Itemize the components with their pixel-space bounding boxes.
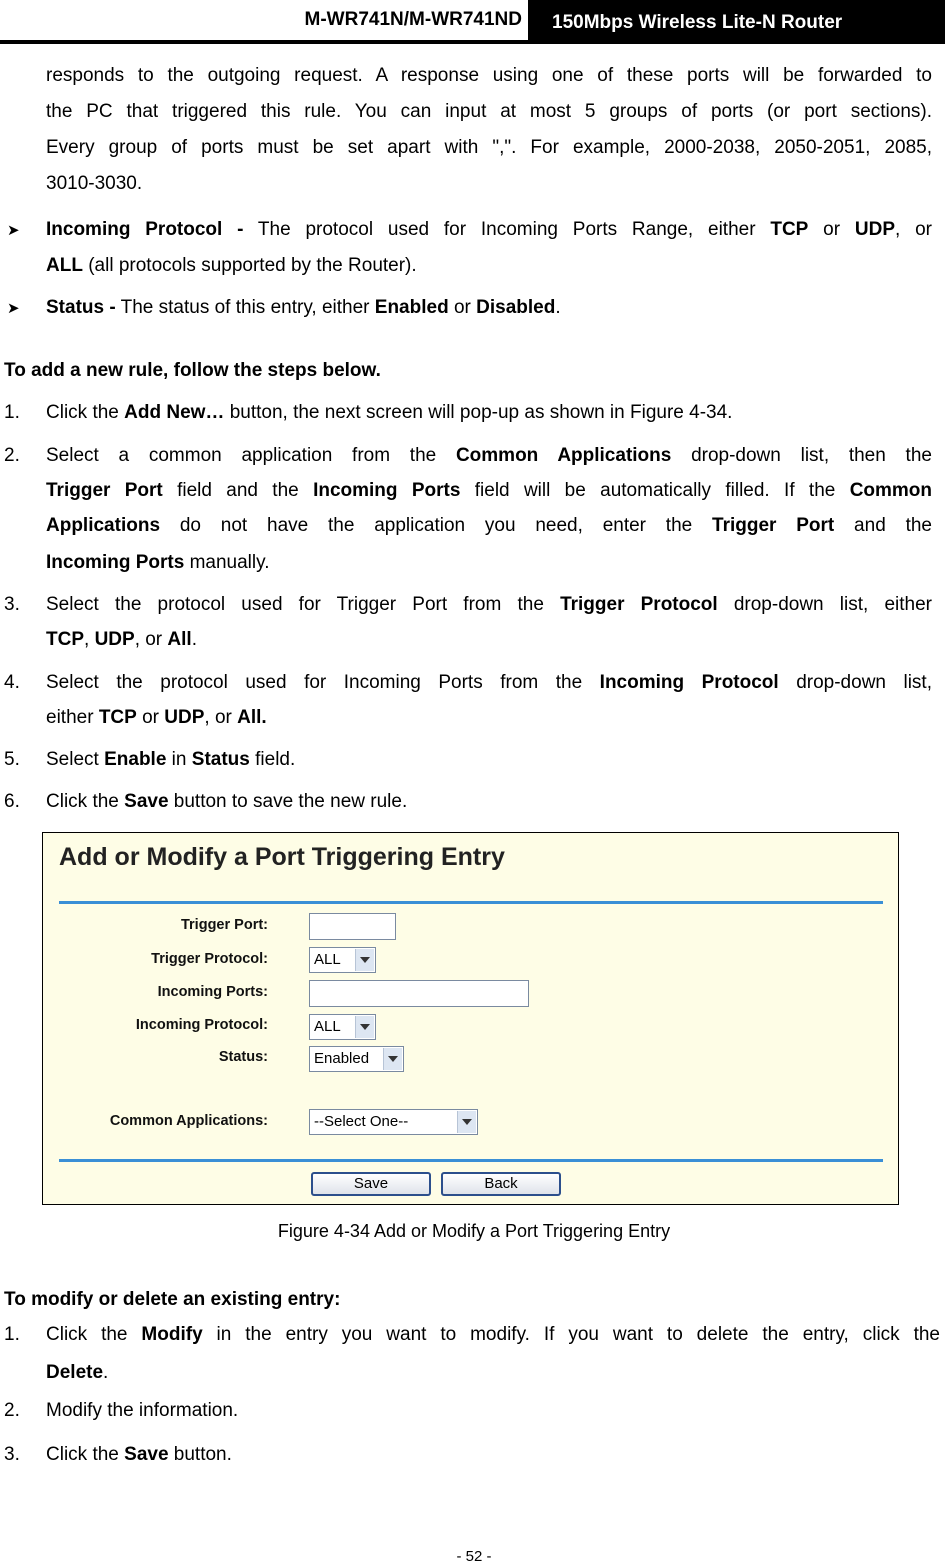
text: and the: [834, 515, 932, 536]
trigger-protocol-value: ALL: [314, 951, 341, 968]
form-title: Add or Modify a Port Triggering Entry: [59, 843, 505, 871]
term-trigger-port: Trigger Port: [46, 480, 163, 501]
common-applications-select[interactable]: [309, 1109, 478, 1135]
status-select[interactable]: [309, 1046, 404, 1072]
incoming-protocol-label: Incoming Protocol:: [135, 1017, 268, 1033]
modify-step-1-line-1: [46, 1317, 940, 1353]
text: Click the: [46, 402, 125, 423]
chevron-down-icon: [457, 1111, 476, 1133]
step-number: 3.: [4, 1444, 20, 1465]
term-enabled: Enabled: [374, 297, 449, 318]
text: , or: [134, 629, 168, 650]
term-common-applications: Common Applications: [455, 445, 672, 466]
modify-step-2: Modify the information.: [46, 1400, 239, 1421]
term-incoming-ports: Incoming Ports: [313, 480, 461, 501]
bullet-incoming-protocol: [46, 212, 932, 248]
text: The protocol used for Incoming Ports Range, either: [243, 219, 771, 240]
trigger-protocol-select[interactable]: [309, 947, 376, 973]
term-enable: Enable: [104, 749, 167, 770]
page-header: [0, 0, 948, 44]
text: .: [555, 297, 561, 318]
text: Select a common application from the: [46, 445, 456, 466]
back-button[interactable]: Back: [441, 1172, 561, 1196]
text: in: [166, 749, 192, 770]
term-applications: Applications: [46, 515, 161, 536]
bullet-status: [46, 290, 561, 326]
term-trigger-port: Trigger Port: [712, 515, 835, 536]
term-all: All: [167, 629, 192, 650]
term-save: Save: [124, 791, 169, 812]
status-label: Status:: [218, 1049, 268, 1065]
text: Select the protocol used for Trigger Port from the: [46, 594, 561, 615]
term-all: All.: [237, 707, 267, 728]
incoming-protocol-select[interactable]: [309, 1014, 376, 1040]
text: , or: [895, 219, 932, 240]
title-divider: [59, 901, 883, 904]
step-number: 2.: [4, 1400, 20, 1421]
text: drop-down list, then the: [671, 445, 932, 466]
figure-caption: Figure 4-34 Add or Modify a Port Triggering Entry: [277, 1221, 671, 1241]
text: field will be automatically filled. If the: [460, 480, 850, 501]
term-modify: Modify: [141, 1324, 203, 1345]
text: Select: [46, 749, 105, 770]
page-number: - 52 -: [456, 1548, 492, 1565]
incoming-ports-input[interactable]: [309, 980, 529, 1007]
step-4-line-1: [46, 665, 932, 701]
term-delete: Delete: [46, 1362, 104, 1383]
term-disabled: Disabled: [476, 297, 556, 318]
status-value: Enabled: [314, 1050, 370, 1067]
step-2-line-2: [46, 473, 932, 509]
incoming-ports-label: Incoming Ports:: [157, 984, 268, 1000]
text: .: [103, 1362, 109, 1383]
modify-step-3: [46, 1437, 232, 1473]
term-udp: UDP: [164, 707, 205, 728]
text: either: [46, 707, 99, 728]
trigger-protocol-label: Trigger Protocol:: [151, 951, 268, 967]
common-applications-value: --Select One--: [314, 1113, 409, 1130]
bottom-divider: [59, 1159, 883, 1162]
step-3-line-1: [46, 587, 932, 623]
chevron-down-icon: [355, 949, 374, 971]
text: field and the: [162, 480, 314, 501]
port-triggering-screenshot: [42, 832, 899, 1205]
term-all: ALL: [46, 255, 83, 276]
text: in the entry you want to modify. If you want to delete the entry, click the: [202, 1324, 940, 1345]
step-2-line-4: [46, 545, 269, 581]
text: drop-down list,: [778, 672, 932, 693]
text: button, the next screen will pop-up as shown in Figure 4-34.: [224, 402, 733, 423]
chevron-down-icon: [383, 1048, 402, 1070]
header-product: 150Mbps Wireless Lite-N Router: [552, 12, 843, 33]
trigger-port-input[interactable]: [309, 913, 396, 940]
intro-line-1: responds to the outgoing request. A response using one of these ports will be forwarded to: [46, 65, 932, 86]
term-incoming-protocol: Incoming Protocol: [599, 672, 779, 693]
step-6: [46, 784, 407, 820]
intro-line-4: 3010-3030.: [46, 173, 143, 194]
text: , or: [204, 707, 238, 728]
text: or: [448, 297, 477, 318]
chevron-down-icon: [355, 1016, 374, 1038]
step-3-line-2: [46, 622, 197, 658]
text: Click the: [46, 1444, 125, 1465]
text: .: [191, 629, 197, 650]
step-4-line-2: [46, 700, 267, 736]
term-tcp: TCP: [98, 707, 137, 728]
save-button[interactable]: Save: [311, 1172, 431, 1196]
text: Select the protocol used for Incoming Ports from the: [46, 672, 600, 693]
text: The status of this entry, either: [115, 297, 375, 318]
bullet-arrow-icon: ➤: [7, 300, 20, 317]
step-number: 2.: [4, 445, 20, 466]
text: or: [136, 707, 165, 728]
step-number: 3.: [4, 594, 20, 615]
term-common: Common: [849, 480, 933, 501]
text: or: [808, 219, 855, 240]
term-udp: UDP: [854, 219, 896, 240]
term-status: Status -: [46, 297, 116, 318]
term-status: Status: [191, 749, 250, 770]
incoming-protocol-value: ALL: [314, 1018, 341, 1035]
text: button.: [168, 1444, 232, 1465]
intro-line-3: Every group of ports must be set apart with ",". For example, 2000-2038, 2050-2051, 2085,: [46, 137, 932, 158]
step-5: [46, 742, 295, 778]
bullet-incoming-protocol-line-2: [46, 248, 417, 284]
term-trigger-protocol: Trigger Protocol: [560, 594, 718, 615]
step-1: [46, 395, 732, 431]
term-add-new: Add New…: [124, 402, 225, 423]
step-number: 5.: [4, 749, 20, 770]
header-model: M-WR741N/M-WR741ND: [304, 9, 522, 30]
text: field.: [249, 749, 296, 770]
modify-step-1-line-2: [46, 1355, 108, 1391]
step-number: 1.: [4, 1324, 20, 1345]
text: Click the: [46, 791, 125, 812]
text: Click the: [46, 1324, 142, 1345]
step-number: 1.: [4, 402, 20, 423]
step-2-line-3: [46, 508, 932, 544]
term-udp: UDP: [94, 629, 135, 650]
text: (all protocols supported by the Router).: [82, 255, 417, 276]
add-rule-heading: To add a new rule, follow the steps below.: [4, 360, 381, 381]
step-number: 4.: [4, 672, 20, 693]
term-incoming-protocol: Incoming Protocol -: [46, 219, 244, 240]
bullet-arrow-icon: ➤: [7, 222, 20, 239]
text: do not have the application you need, enter the: [160, 515, 713, 536]
term-tcp: TCP: [46, 629, 84, 650]
term-save: Save: [124, 1444, 169, 1465]
modify-heading: To modify or delete an existing entry:: [4, 1289, 341, 1310]
step-number: 6.: [4, 791, 20, 812]
text: button to save the new rule.: [168, 791, 408, 812]
term-incoming-ports: Incoming Ports: [46, 552, 185, 573]
header-product-cell: [528, 0, 948, 44]
step-2-line-1: [46, 438, 932, 474]
text: manually.: [184, 552, 270, 573]
common-applications-label: Common Applications:: [109, 1113, 268, 1129]
trigger-port-label: Trigger Port:: [180, 917, 268, 933]
term-tcp: TCP: [770, 219, 809, 240]
text: drop-down list, either: [717, 594, 932, 615]
intro-line-2: the PC that triggered this rule. You can input at most 5 groups of ports (or port sections).: [46, 101, 932, 122]
text: ,: [84, 629, 95, 650]
header-model-cell: [0, 0, 528, 44]
